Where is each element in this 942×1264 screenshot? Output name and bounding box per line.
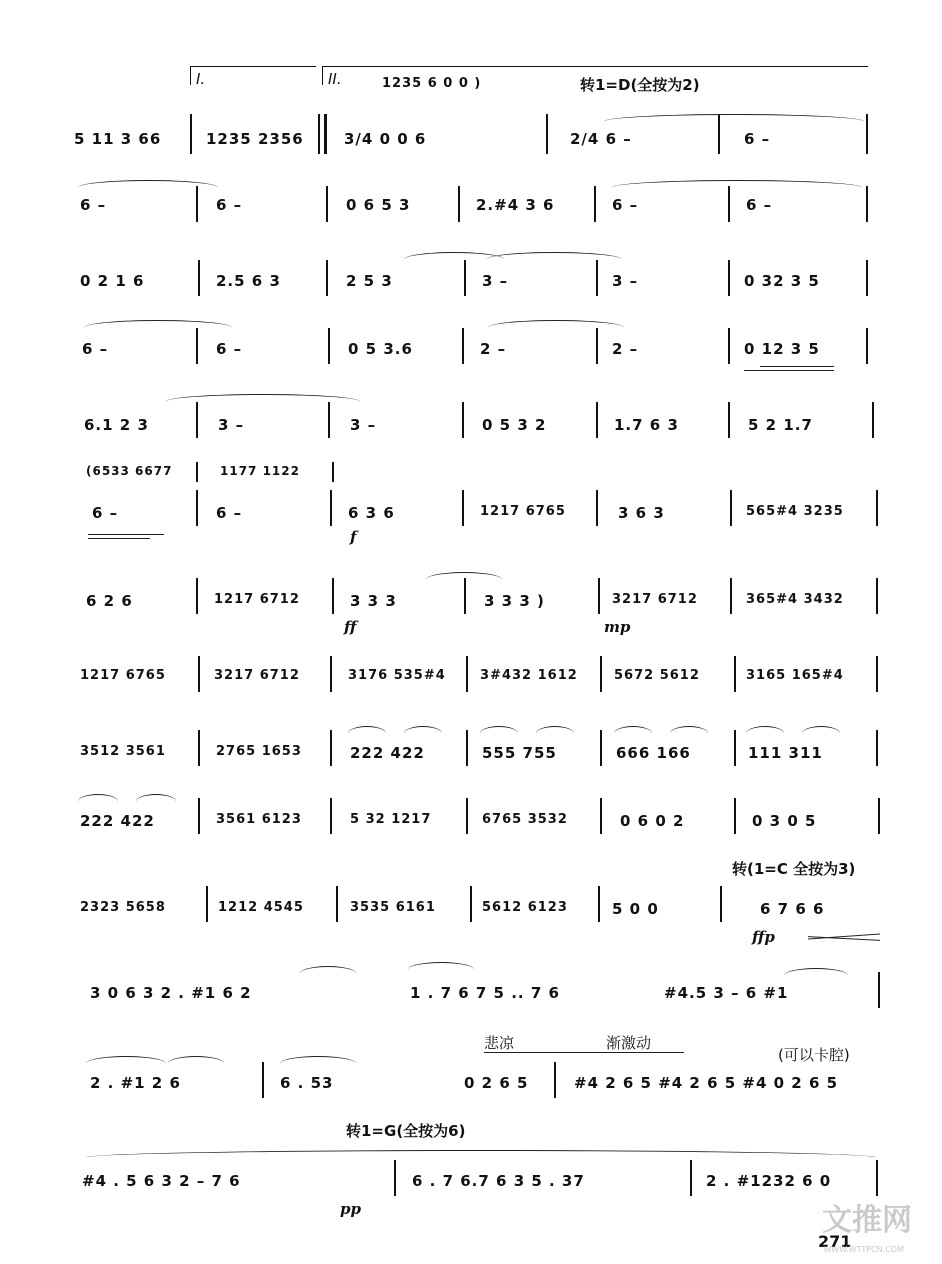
- segment: 0 12 3 5: [744, 340, 820, 358]
- segment: 1 . 7 6 7 5 .. 7 6: [410, 984, 560, 1002]
- segment: 6 –: [80, 196, 107, 214]
- score-row-12: [0, 962, 942, 1022]
- triplet-arc: [480, 726, 518, 741]
- barline: [394, 1160, 396, 1196]
- segment: 222 422: [350, 744, 425, 762]
- segment: 0 3 0 5: [752, 812, 817, 830]
- segment: 0 6 5 3: [346, 196, 411, 214]
- segment: 6.1 2 3: [84, 416, 149, 434]
- triplet-arc: [536, 726, 574, 741]
- segment: 6 . 53: [280, 1074, 334, 1092]
- page-number: 271: [818, 1232, 852, 1251]
- score-row-6: [0, 458, 942, 548]
- triplet-arc: [348, 726, 386, 741]
- score-row-4: [0, 318, 942, 378]
- segment: 6 –: [744, 130, 771, 148]
- barline: [196, 186, 198, 222]
- barline: [866, 114, 868, 154]
- decrescendo-line: [88, 538, 150, 539]
- segment: 6 –: [82, 340, 109, 358]
- barline: [876, 730, 878, 766]
- segment: 3217 6712: [214, 668, 300, 683]
- barline: [326, 260, 328, 296]
- segment: 6 –: [216, 196, 243, 214]
- tie: [604, 114, 864, 129]
- tie: [168, 1056, 224, 1071]
- segment: 3176 535#4: [348, 668, 446, 683]
- dynamic-mp: mp: [604, 618, 631, 636]
- segment: 1235 2356: [206, 130, 304, 148]
- segment: 3217 6712: [612, 592, 698, 607]
- segment: 3165 165#4: [746, 668, 844, 683]
- segment: 6 2 6: [86, 592, 133, 610]
- segment: 3 0 6 3 2 . #1 6 2: [90, 984, 252, 1002]
- barline: [328, 402, 330, 438]
- tie: [486, 252, 622, 267]
- segment: 0 5 3.6: [348, 340, 413, 358]
- tie: [488, 320, 624, 335]
- barline: [262, 1062, 264, 1098]
- triplet-arc: [746, 726, 784, 741]
- barline: [872, 402, 874, 438]
- barline: [330, 730, 332, 766]
- barline: [470, 886, 472, 922]
- segment: 2.5 6 3: [216, 272, 281, 290]
- triplet-arc: [614, 726, 652, 741]
- barline: [458, 186, 460, 222]
- score-row-7: [0, 572, 942, 642]
- barline: [734, 730, 736, 766]
- dynamic-ff: ff: [344, 618, 357, 636]
- segment: 2 5 3: [346, 272, 393, 290]
- barline: [734, 798, 736, 834]
- barline: [190, 114, 192, 154]
- barline: [878, 798, 880, 834]
- segment: 565#4 3235: [746, 504, 844, 519]
- segment: 2765 1653: [216, 744, 302, 759]
- barline: [330, 490, 332, 526]
- segment: 5 2 1.7: [748, 416, 813, 434]
- volta-label-1: I.: [196, 70, 206, 88]
- barline: [546, 114, 548, 154]
- segment: 2 –: [612, 340, 639, 358]
- modulation-d: 转1=D(全按为2): [580, 76, 700, 94]
- modulation-g: 转1=G(全按为6): [346, 1122, 466, 1140]
- tie: [408, 962, 474, 977]
- segment: 5672 5612: [614, 668, 700, 683]
- triplet-arc: [78, 794, 118, 809]
- barline: [600, 730, 602, 766]
- crescendo-line: [744, 370, 834, 371]
- segment: 0 32 3 5: [744, 272, 820, 290]
- barline: [466, 798, 468, 834]
- segment: 6 . 7 6.7 6 3 5 . 37: [412, 1172, 585, 1190]
- barline: [730, 578, 732, 614]
- segment: (6533 6677: [86, 464, 173, 478]
- score-row-9: [0, 722, 942, 782]
- score-row-3: [0, 250, 942, 310]
- watermark-logo: 文推网: [822, 1203, 912, 1238]
- barline: [596, 490, 598, 526]
- segment: 3535 6161: [350, 900, 436, 915]
- barline: [332, 578, 334, 614]
- crescendo-line: [760, 366, 834, 367]
- segment: 3512 3561: [80, 744, 166, 759]
- barline: [866, 260, 868, 296]
- barline: [730, 490, 732, 526]
- barline: [876, 578, 878, 614]
- segment: 3 –: [350, 416, 377, 434]
- barline: [196, 490, 198, 526]
- segment: 1.7 6 3: [614, 416, 679, 434]
- segment: 5 0 0: [612, 900, 659, 918]
- barline: [554, 1062, 556, 1098]
- barline: [330, 798, 332, 834]
- barline: [876, 490, 878, 526]
- tie: [784, 968, 848, 983]
- expression-beiliang: 悲凉: [484, 1034, 515, 1052]
- barline: [878, 972, 880, 1008]
- barline: [196, 402, 198, 438]
- segment: 0 2 6 5: [464, 1074, 529, 1092]
- barline: [596, 402, 598, 438]
- segment: #4 2 6 5 #4 2 6 5 #4 0 2 6 5: [574, 1074, 839, 1092]
- barline: [728, 260, 730, 296]
- expression-jianjidong: 渐激动: [606, 1034, 652, 1052]
- barline: [876, 1160, 878, 1196]
- segment: 2 . #1 2 6: [90, 1074, 181, 1092]
- segment: 0 5 3 2: [482, 416, 547, 434]
- segment: 5 32 1217: [350, 812, 432, 827]
- segment: 5612 6123: [482, 900, 568, 915]
- score-row-11: [0, 878, 942, 948]
- segment: 2/4 6 –: [570, 130, 632, 148]
- segment: 1217 6712: [214, 592, 300, 607]
- barline: [328, 328, 330, 364]
- triplet-arc: [802, 726, 840, 741]
- tie: [86, 1150, 876, 1165]
- score-row-10: [0, 790, 942, 850]
- barline: [324, 114, 327, 154]
- barline: [332, 462, 334, 482]
- triplet-arc: [670, 726, 708, 741]
- barline: [206, 886, 208, 922]
- barline: [196, 328, 198, 364]
- segment: 6 –: [612, 196, 639, 214]
- barline: [466, 730, 468, 766]
- segment: 3561 6123: [216, 812, 302, 827]
- score-row-13: [0, 1052, 942, 1112]
- triplet-arc: [404, 726, 442, 741]
- watermark-url: WWW.WTTPCN.COM: [823, 1245, 904, 1254]
- segment: 2 –: [480, 340, 507, 358]
- barline: [598, 578, 600, 614]
- barline: [866, 186, 868, 222]
- segment: 111 311: [748, 744, 823, 762]
- barline: [196, 462, 198, 482]
- segment: #4.5 3 – 6 #1: [664, 984, 789, 1002]
- segment: 3 –: [482, 272, 509, 290]
- barline: [866, 328, 868, 364]
- barline: [318, 114, 320, 154]
- modulation-c: 转(1=C 全按为3): [732, 860, 856, 878]
- performance-note: (可以卡腔): [778, 1046, 850, 1064]
- barline: [876, 656, 878, 692]
- segment: 0 6 0 2: [620, 812, 685, 830]
- barline: [336, 886, 338, 922]
- barline: [326, 186, 328, 222]
- segment: 6 –: [746, 196, 773, 214]
- tie: [426, 572, 502, 587]
- segment: 6 –: [216, 340, 243, 358]
- barline: [462, 328, 464, 364]
- tie: [300, 966, 356, 981]
- volta-label-2: II.: [328, 70, 342, 88]
- barline: [728, 402, 730, 438]
- dynamic-pp: pp: [340, 1200, 361, 1218]
- barline: [734, 656, 736, 692]
- barline: [198, 730, 200, 766]
- tie: [86, 1056, 166, 1071]
- segment: 2.#4 3 6: [476, 196, 555, 214]
- barline: [462, 402, 464, 438]
- barline: [198, 656, 200, 692]
- segment: 1217 6765: [80, 668, 166, 683]
- segment: 3 –: [218, 416, 245, 434]
- score-row-8: [0, 650, 942, 710]
- segment: 1212 4545: [218, 900, 304, 915]
- score-row-1: [0, 110, 942, 170]
- barline: [720, 886, 722, 922]
- segment: 3#432 1612: [480, 668, 578, 683]
- top-notes: 1235 6 0 0 ): [382, 76, 482, 91]
- segment: 6 –: [92, 504, 119, 522]
- volta-bracket-1: [190, 66, 316, 85]
- score-row-14: [0, 1150, 942, 1220]
- segment: 6765 3532: [482, 812, 568, 827]
- barline: [594, 186, 596, 222]
- segment: 6 3 6: [348, 504, 395, 522]
- barline: [600, 656, 602, 692]
- score-row-5: [0, 392, 942, 452]
- segment: 3 3 3 ): [484, 592, 545, 610]
- barline: [728, 328, 730, 364]
- segment: 3 –: [612, 272, 639, 290]
- segment: 3 3 3: [350, 592, 397, 610]
- decrescendo-line: [88, 534, 164, 535]
- barline: [196, 578, 198, 614]
- segment: #4 . 5 6 3 2 – 7 6: [82, 1172, 241, 1190]
- segment: 365#4 3432: [746, 592, 844, 607]
- barline: [690, 1160, 692, 1196]
- barline: [330, 656, 332, 692]
- segment: 2323 5658: [80, 900, 166, 915]
- score-row-2: [0, 180, 942, 240]
- barline: [198, 798, 200, 834]
- segment: 6 –: [216, 504, 243, 522]
- tie: [280, 1056, 356, 1071]
- segment: 6 7 6 6: [760, 900, 825, 918]
- tie: [84, 320, 232, 335]
- segment: 555 755: [482, 744, 557, 762]
- segment: 222 422: [80, 812, 155, 830]
- dynamic-f: f: [350, 528, 357, 546]
- segment: 5 11 3 66: [74, 130, 162, 148]
- segment: 1217 6765: [480, 504, 566, 519]
- barline: [462, 490, 464, 526]
- barline: [600, 798, 602, 834]
- segment: 3 6 3: [618, 504, 665, 522]
- segment: 3/4 0 0 6: [344, 130, 427, 148]
- triplet-arc: [136, 794, 176, 809]
- barline: [598, 886, 600, 922]
- segment: 1177 1122: [220, 464, 300, 478]
- segment: 666 166: [616, 744, 691, 762]
- segment: 2 . #1232 6 0: [706, 1172, 832, 1190]
- segment: 0 2 1 6: [80, 272, 145, 290]
- tie: [612, 180, 862, 195]
- barline: [466, 656, 468, 692]
- barline: [198, 260, 200, 296]
- dynamic-ffp: ffp: [752, 928, 775, 946]
